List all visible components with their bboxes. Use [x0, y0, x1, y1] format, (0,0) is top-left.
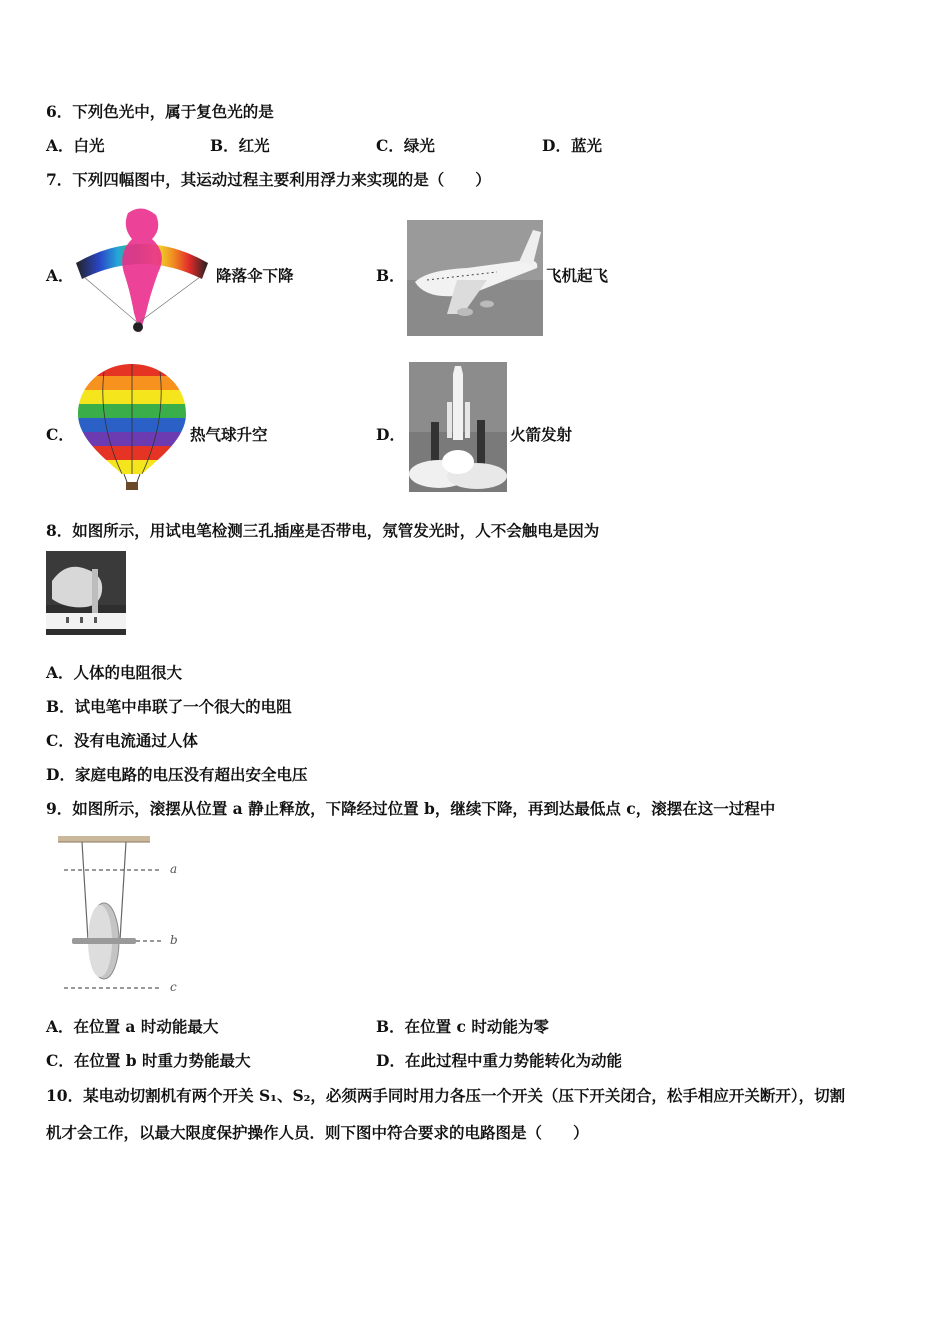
q8-option-a — [46, 663, 182, 683]
q7-option-c-caption: 热气球升空 — [190, 425, 268, 444]
label-b: b — [170, 933, 178, 947]
option-text: 没有电流通过人体 — [73, 731, 198, 750]
option-text: 在位置 c 时动能为零 — [404, 1017, 549, 1036]
q6-option-d — [542, 136, 602, 156]
option-letter: B． — [46, 697, 75, 716]
q10-stem-line2: 机才会工作，以最大限度保护操作人员．则下图中符合要求的电路图是（ ） — [46, 1123, 589, 1142]
option-letter: A． — [46, 136, 74, 155]
option-text: 在位置 b 时重力势能最大 — [73, 1051, 251, 1070]
parachute-image — [72, 203, 212, 338]
q6-stem: 6．下列色光中，属于复色光的是 — [46, 102, 274, 121]
option-text: 绿光 — [403, 136, 435, 155]
option-letter: B． — [210, 136, 239, 155]
label-c: c — [170, 980, 177, 994]
option-letter: D． — [542, 136, 571, 155]
option-letter: B． — [376, 1017, 405, 1036]
q7-option-b-letter: B． — [376, 266, 405, 285]
option-letter: D． — [46, 765, 75, 784]
option-letter: D． — [376, 1051, 405, 1070]
q8-stem: 8．如图所示，用试电笔检测三孔插座是否带电，氖管发光时，人不会触电是因为 — [46, 521, 600, 540]
q6-option-a — [46, 136, 105, 156]
option-letter: A． — [46, 1017, 74, 1036]
q7-option-c-letter: C． — [46, 425, 74, 444]
rocket-launch-image — [409, 362, 507, 492]
option-letter: C． — [46, 731, 74, 750]
q9-option-d — [376, 1051, 622, 1071]
option-letter: C． — [376, 136, 404, 155]
q7-option-d-letter: D． — [376, 425, 405, 444]
q7-option-b-caption: 飞机起飞 — [546, 266, 609, 285]
yo-yo-pendulum-figure — [56, 834, 190, 998]
q8-option-b — [46, 697, 292, 717]
q7-stem: 7．下列四幅图中，其运动过程主要利用浮力来实现的是（ ） — [46, 170, 491, 189]
test-pen-image — [46, 551, 126, 635]
option-letter: C． — [46, 1051, 74, 1070]
q6-option-c — [376, 136, 435, 156]
q7-option-a-letter: A． — [46, 266, 74, 285]
q9-option-c — [46, 1051, 250, 1071]
airplane-image — [407, 220, 543, 336]
q9-option-a — [46, 1017, 218, 1037]
hot-air-balloon-image — [76, 362, 188, 492]
q9-stem: 9．如图所示，滚摆从位置 a 静止释放，下降经过位置 b，继续下降，再到达最低点 c，滚摆在这一过程中 — [46, 799, 776, 818]
q8-option-d — [46, 765, 307, 785]
option-letter: A． — [46, 663, 74, 682]
option-text: 试电笔中串联了一个很大的电阻 — [74, 697, 292, 716]
option-text: 人体的电阻很大 — [73, 663, 183, 682]
option-text: 白光 — [73, 136, 105, 155]
option-text: 蓝光 — [570, 136, 602, 155]
q6-option-b — [210, 136, 270, 156]
option-text: 在位置 a 时动能最大 — [73, 1017, 219, 1036]
option-text: 在此过程中重力势能转化为动能 — [404, 1051, 622, 1070]
q7-option-d-caption: 火箭发射 — [510, 425, 573, 444]
q9-option-b — [376, 1017, 549, 1037]
option-text: 家庭电路的电压没有超出安全电压 — [74, 765, 308, 784]
option-text: 红光 — [238, 136, 270, 155]
q7-option-a-caption: 降落伞下降 — [216, 266, 294, 285]
q10-stem-line1: 10．某电动切割机有两个开关 S₁、S₂，必须两手同时用力各压一个开关（压下开关闭合，松手相应开关断开），切割 — [46, 1086, 846, 1105]
label-a: a — [170, 862, 178, 876]
q8-option-c — [46, 731, 198, 751]
